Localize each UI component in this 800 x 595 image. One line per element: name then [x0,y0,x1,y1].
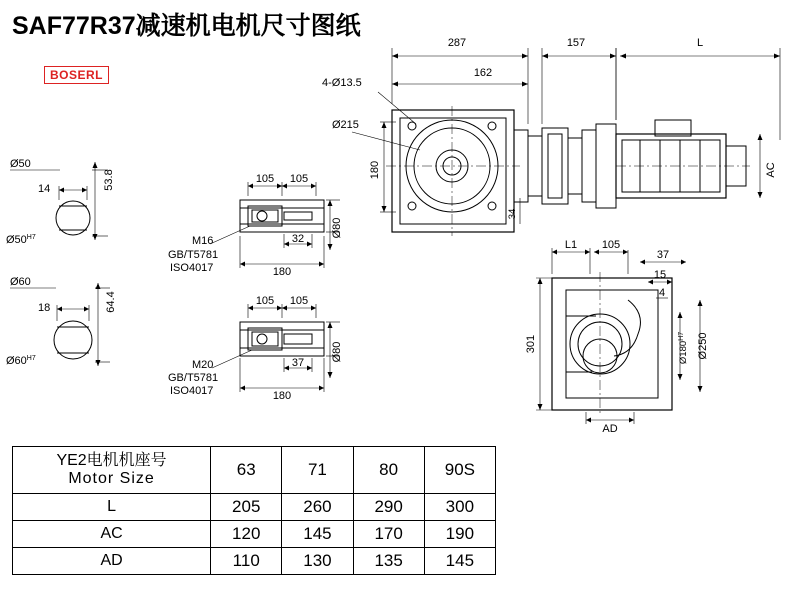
dim-34: 34 [507,208,518,220]
cell-AD-71: 130 [282,548,353,575]
key1-std1: GB/T5781 [168,249,219,261]
table-row [13,548,496,575]
key1-total: 180 [272,266,292,278]
cell-AD-90S: 145 [424,548,495,575]
motor-size-table [12,446,496,575]
dim-4: 4 [658,287,666,299]
shaft2-across: 18 [38,302,51,314]
table-row [13,521,496,548]
cell-L-80: 290 [353,494,424,521]
key2-d1: 105 [255,295,275,307]
dim-L1: L1 [564,239,578,251]
key2-thread: M20 [192,359,214,371]
row-label-AC: AC [13,521,211,548]
key2-len: 37 [291,357,305,369]
cell-L-90S: 300 [424,494,495,521]
cell-AD-63: 110 [211,548,282,575]
dim-287: 287 [447,37,467,49]
dim-AC: AC [765,162,777,178]
key1-od: Ø80 [331,217,343,239]
dim-d250: Ø250 [697,332,709,360]
shaft2-bore: Ø60 [10,276,31,288]
brand-logo: BOSERL [44,66,109,84]
cell-L-63: 205 [211,494,282,521]
key2-std2: ISO4017 [170,385,214,397]
table-header-row [13,447,496,494]
dim-L: L [696,37,704,49]
dim-15: 15 [653,269,667,281]
key2-total: 180 [272,390,292,402]
dim-AD: AD [602,423,618,435]
shaft-section-60 [10,283,110,366]
cell-L-71: 260 [282,494,353,521]
row-label-L: L [13,494,211,521]
table-header-cn: YE2电机机座号 [56,452,167,470]
dim-301: 301 [525,334,537,354]
key2-std1: GB/T5781 [168,372,219,384]
shaft2-height: 64.4 [105,291,117,313]
key1-thread: M16 [192,235,214,247]
page-title: SAF77R37减速机电机尺寸图纸 [12,12,361,40]
key1-len: 32 [291,233,305,245]
table-header-label [13,447,211,494]
dim-105-front: 105 [601,239,621,251]
dim-157: 157 [566,37,586,49]
shaft1-bore: Ø50 [10,158,31,170]
dim-d215: Ø215 [332,119,359,131]
shaft1-across: 14 [38,183,51,195]
table-header-en: Motor Size [68,470,155,487]
table-col-2: 80 [353,447,424,494]
shaft1-tolerance: $Ø50^{H7}$ [6,234,36,246]
cell-AC-80: 170 [353,521,424,548]
key2-od: Ø80 [331,341,343,363]
key1-d1: 105 [255,173,275,185]
cell-AC-63: 120 [211,521,282,548]
table-col-3: 90S [424,447,495,494]
table-col-0: 63 [211,447,282,494]
shaft1-height: 53.8 [103,169,115,191]
dim-4x13-5: 4-Ø13.5 [322,77,362,89]
table-col-1: 71 [282,447,353,494]
key-view-2 [212,304,340,392]
cell-AD-80: 135 [353,548,424,575]
shaft2-tolerance: $Ø60^{H7}$ [6,355,36,367]
assembly-top-view [352,48,780,236]
table-row [13,494,496,521]
cell-AC-90S: 190 [424,521,495,548]
dim-d180: $Ø180^{H7}$ [678,331,689,365]
key1-std2: ISO4017 [170,262,214,274]
dim-37: 37 [656,249,670,261]
dim-180-top: 180 [369,160,381,180]
shaft-section-50 [10,162,108,240]
dim-162: 162 [473,67,493,79]
row-label-AD: AD [13,548,211,575]
cell-AC-71: 145 [282,521,353,548]
key-view-1 [210,182,340,268]
key2-d2: 105 [289,295,309,307]
key1-d2: 105 [289,173,309,185]
